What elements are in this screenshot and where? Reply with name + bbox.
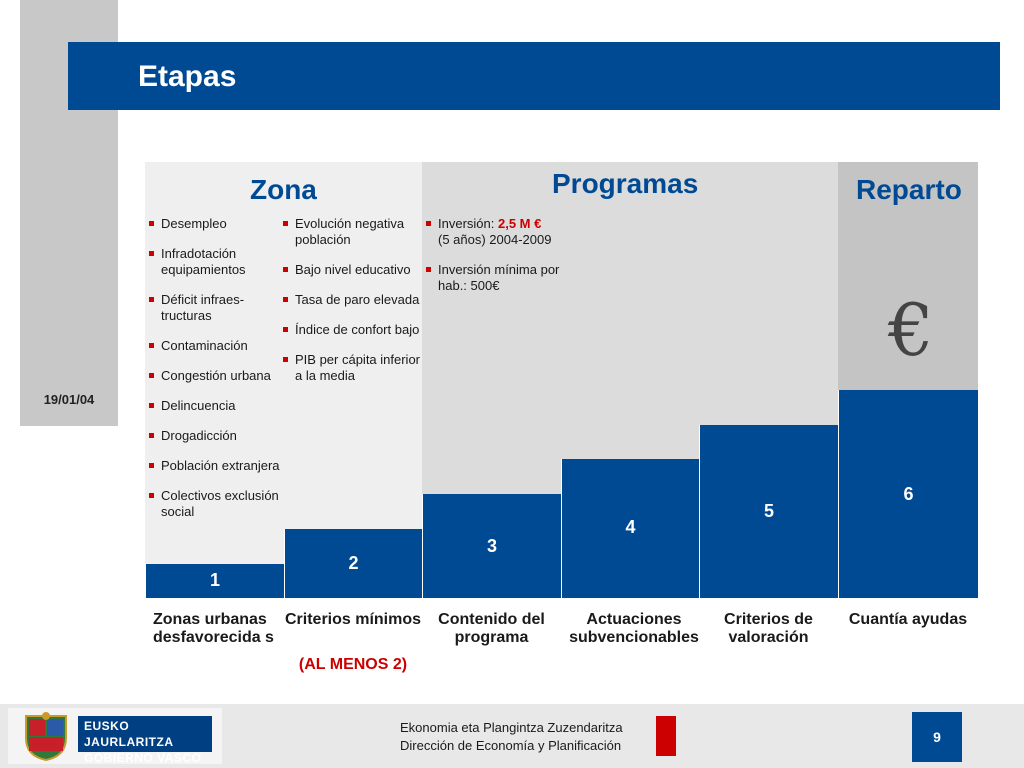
step-4: 4: [561, 459, 699, 598]
step-6: 6: [838, 390, 978, 598]
zona-criteria-list-left: [147, 216, 287, 534]
step-label-4: Actuaciones subvencionables: [569, 611, 699, 646]
list-item: PIB per cápita inferior a la media: [281, 352, 421, 384]
bullet-icon: [283, 267, 288, 272]
list-item: Inversión: 2,5 M € (5 años) 2004-2009: [424, 216, 574, 248]
bullet-icon: [149, 221, 154, 226]
step-label-5: Criterios de valoración: [724, 611, 813, 646]
zona-title: Zona: [250, 174, 317, 205]
gobierno-vasco-logo: EUSKO JAURLARITZA GOBIERNO VASCO: [78, 716, 212, 752]
department-name: Ekonomia eta Plangintza Zuzendaritza Dirección de Economía y Planificación: [400, 720, 623, 753]
list-item: Congestión urbana: [147, 368, 287, 384]
list-item: Índice de confort bajo: [281, 322, 421, 338]
coat-of-arms-icon: [20, 710, 72, 762]
step-3: 3: [422, 494, 561, 598]
list-item: Desempleo: [147, 216, 287, 232]
red-accent-block: [656, 716, 676, 756]
bullet-icon: [283, 357, 288, 362]
inversion-value: 2,5 M €: [497, 216, 542, 231]
bullet-icon: [149, 493, 154, 498]
list-item: Inversión mínima por hab.: 500€: [424, 262, 574, 294]
list-item: Colectivos exclusión social: [147, 488, 287, 520]
step-label-2: Criterios mínimos: [284, 611, 422, 628]
list-item: Evolución negativa población: [281, 216, 421, 248]
bullet-icon: [283, 221, 288, 226]
bullet-icon: [426, 267, 431, 272]
slide-title: Etapas: [138, 60, 237, 93]
reparto-title: Reparto: [856, 174, 962, 205]
slide-date: 19/01/04: [43, 392, 95, 407]
bullet-icon: [426, 221, 431, 226]
list-item: Drogadicción: [147, 428, 287, 444]
page-number: 9: [912, 712, 962, 762]
bullet-icon: [149, 403, 154, 408]
list-item: Infradotación equipamientos: [147, 246, 287, 278]
list-item: Delincuencia: [147, 398, 287, 414]
list-item: Bajo nivel educativo: [281, 262, 421, 278]
bullet-icon: [149, 433, 154, 438]
step-5: 5: [699, 425, 838, 598]
programas-title: Programas: [552, 168, 699, 199]
list-item: Déficit infraes-tructuras: [147, 292, 287, 324]
bullet-icon: [149, 373, 154, 378]
step-label-3: Contenido del programa: [438, 611, 545, 646]
bullet-icon: [149, 297, 154, 302]
bullet-icon: [283, 297, 288, 302]
step-1: 1: [145, 564, 284, 598]
euro-icon: €: [888, 288, 934, 372]
bullet-icon: [149, 343, 154, 348]
step-2: 2: [284, 529, 422, 598]
bullet-icon: [283, 327, 288, 332]
zona-criteria-list-right: [281, 216, 421, 398]
list-item: Tasa de paro elevada: [281, 292, 421, 308]
bullet-icon: [149, 251, 154, 256]
list-item: Contaminación: [147, 338, 287, 354]
bullet-icon: [149, 463, 154, 468]
al-menos-note: (AL MENOS 2): [298, 656, 408, 673]
list-item: Población extranjera: [147, 458, 287, 474]
step-label-1: Zonas urbanas desfavorecida s: [153, 611, 274, 646]
programas-list: [424, 216, 574, 308]
step-label-6: Cuantía ayudas: [848, 611, 968, 628]
